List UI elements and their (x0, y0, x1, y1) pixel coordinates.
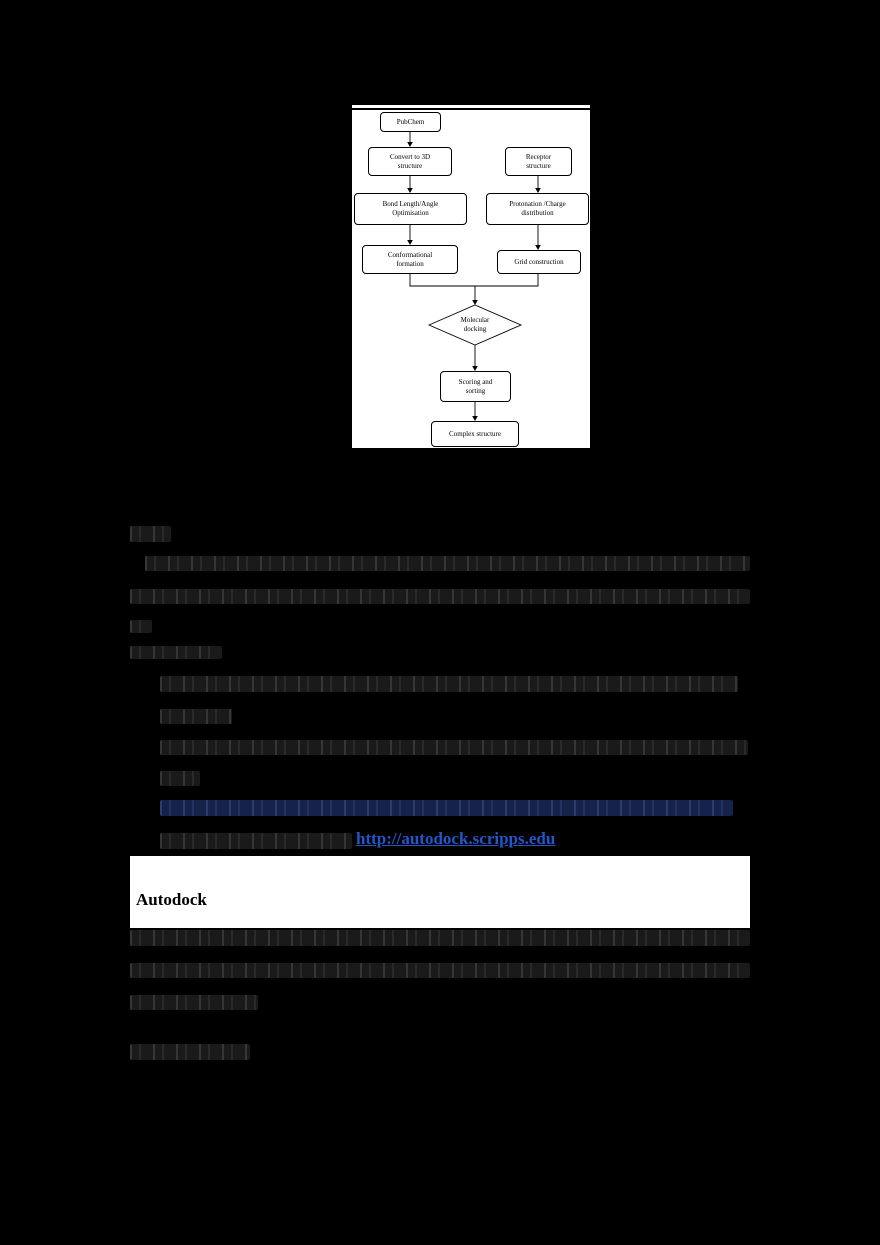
redacted-list-item (160, 676, 738, 692)
flowchart-node-conformational-label2: formation (396, 259, 424, 268)
flowchart-node-molecular-docking-label2: docking (463, 325, 487, 333)
redacted-text-line (130, 963, 750, 978)
flowchart-node-receptor (505, 147, 572, 176)
flowchart-node-receptor-label2: structure (526, 161, 551, 170)
flowchart-node-grid-construction-label: Grid construction (514, 257, 564, 266)
flowchart-node-complex-structure (431, 421, 519, 447)
flowchart-node-molecular-docking-label: Molecular (460, 316, 490, 324)
autodock-section-panel (130, 856, 750, 928)
flowchart-node-convert-3d-label2: structure (397, 161, 423, 170)
redacted-list-item (160, 709, 232, 724)
redacted-list-item (160, 771, 200, 786)
flowchart-node-pubchem (380, 112, 441, 132)
flowchart-node-conformational-label: Conformational (387, 250, 433, 259)
flowchart-node-scoring-label: Scoring and (458, 377, 493, 386)
flowchart-node-scoring-label2: sorting (465, 386, 486, 395)
flowchart-node-complex-structure-label: Complex structure (449, 429, 501, 438)
redacted-list-item (160, 800, 733, 816)
flowchart-node-protonation-label2: distribution (521, 209, 554, 217)
autodock-heading: Autodock (136, 890, 207, 909)
flowchart-node-pubchem-label: PubChem (396, 117, 425, 126)
flowchart-node-receptor-label: Receptor (525, 152, 552, 161)
docking-workflow-figure (352, 105, 590, 448)
redacted-text-line (130, 1044, 250, 1060)
redacted-text-line (130, 646, 222, 659)
redacted-text-line (130, 930, 750, 946)
redacted-list-item (160, 740, 748, 755)
flowchart-node-scoring (440, 371, 511, 402)
redacted-text-line (160, 833, 352, 849)
flowchart-node-protonation (486, 193, 589, 225)
flowchart-node-convert-3d-label: Convert to 3D (389, 152, 431, 161)
flowchart-node-bond-optimisation-label: Bond Length/Angle (382, 200, 439, 208)
flowchart-node-grid-construction (497, 250, 581, 274)
redacted-text-line (130, 620, 152, 633)
flowchart-node-molecular-docking (437, 311, 513, 339)
redacted-text-line (145, 556, 750, 571)
flowchart-node-bond-optimisation (354, 193, 467, 225)
redacted-text-line (130, 589, 750, 604)
autodock-hyperlink[interactable]: http://autodock.scripps.edu (356, 829, 556, 848)
redacted-text-line (130, 995, 258, 1010)
flowchart-node-convert-3d (368, 147, 452, 176)
flowchart-node-bond-optimisation-label2: Optimisation (392, 209, 429, 217)
flowchart-node-protonation-label: Protonation /Charge (509, 200, 566, 208)
flowchart-node-conformational (362, 245, 458, 274)
redacted-section-label (130, 526, 171, 542)
